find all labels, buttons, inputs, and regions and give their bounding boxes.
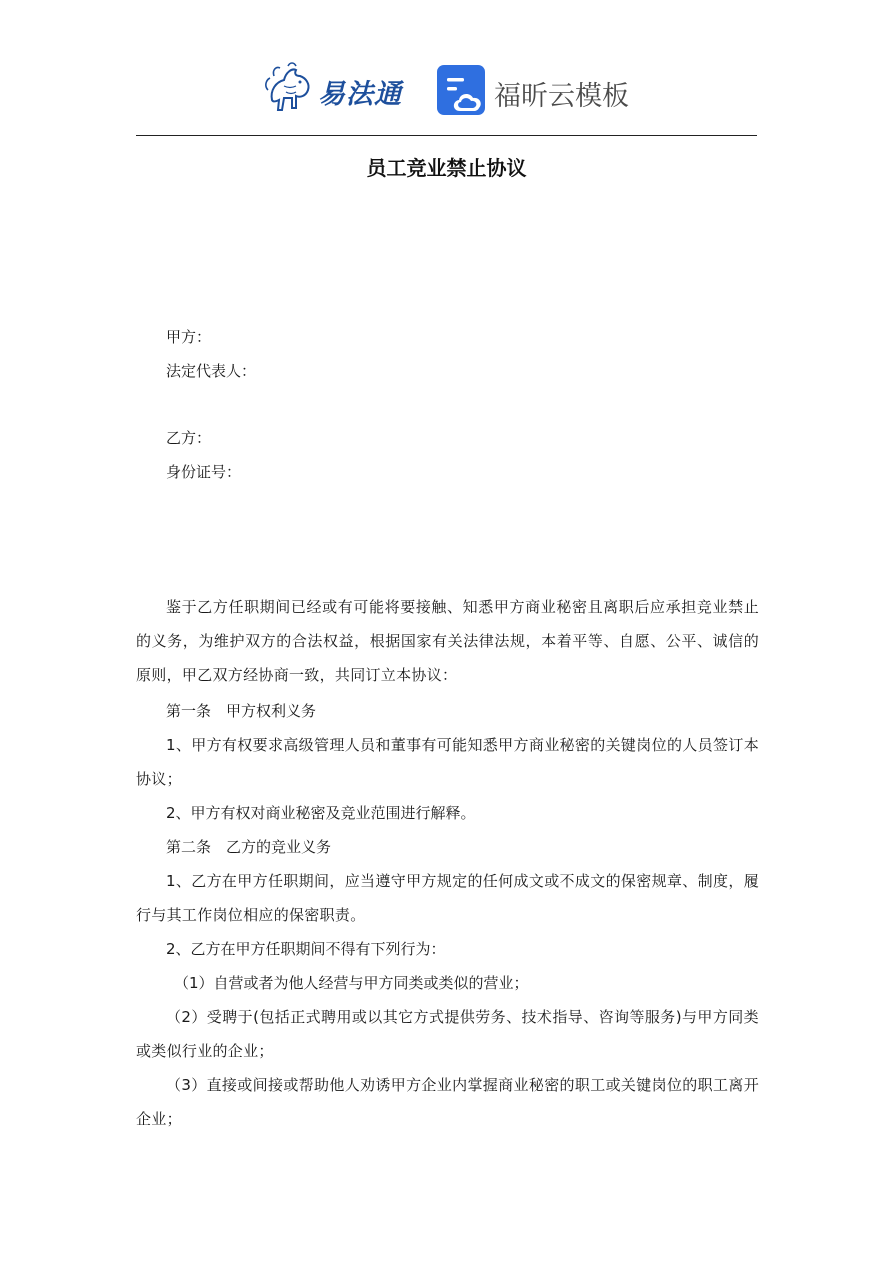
id-number-label: 身份证号： [166,463,242,481]
yifatong-logo [262,60,412,120]
party-b-label: 乙方： [166,429,212,447]
header [0,60,893,122]
qilin-icon [262,60,320,118]
article-1-item-2: 2、甲方有权对商业秘密及竞业范围进行解释。 [166,804,476,822]
article-2-heading: 第二条 乙方的竞业义务 [166,838,332,856]
article-2-subitem-2: （2）受聘于(包括正式聘用或以其它方式提供劳务、技术指导、咨询等服务)与甲方同类或类似行业的企业； [136,1008,759,1060]
article-1-item-1: 1、甲方有权要求高级管理人员和董事有可能知悉甲方商业秘密的关键岗位的人员签订本协议； [136,736,759,788]
fuxin-cloud-template-text: 福昕云模板 [494,81,629,112]
legal-representative-label: 法定代表人： [166,362,257,380]
article-2-subitem-1: （1）自营或者为他人经营与甲方同类或类似的营业； [174,974,529,992]
yifatong-logo-text: 易法通 [318,79,402,110]
document-title: 员工竞业禁止协议 [366,156,527,180]
fuxin-cloud-template-logo [436,64,636,120]
cloud-document-icon [436,64,488,116]
intro-paragraph: 鉴于乙方任职期间已经或有可能将要接触、知悉甲方商业秘密且离职后应承担竞业禁止的义务，为维护双方的合法权益，根据国家有关法律法规，本着平等、自愿、公平、诚信的原则，甲乙双方经协商一致，共同订立本协议： [136,598,759,684]
header-divider [136,135,757,136]
article-2-subitem-3: （3）直接或间接或帮助他人劝诱甲方企业内掌握商业秘密的职工或关键岗位的职工离开企业； [136,1076,759,1128]
party-a-label: 甲方： [166,328,212,346]
article-2-item-1: 1、乙方在甲方任职期间，应当遵守甲方规定的任何成文或不成文的保密规章、制度，履行与其工作岗位相应的保密职责。 [136,872,759,924]
article-1-heading: 第一条 甲方权利义务 [166,702,317,720]
article-2-item-2: 2、乙方在甲方任职期间不得有下列行为： [166,940,446,958]
